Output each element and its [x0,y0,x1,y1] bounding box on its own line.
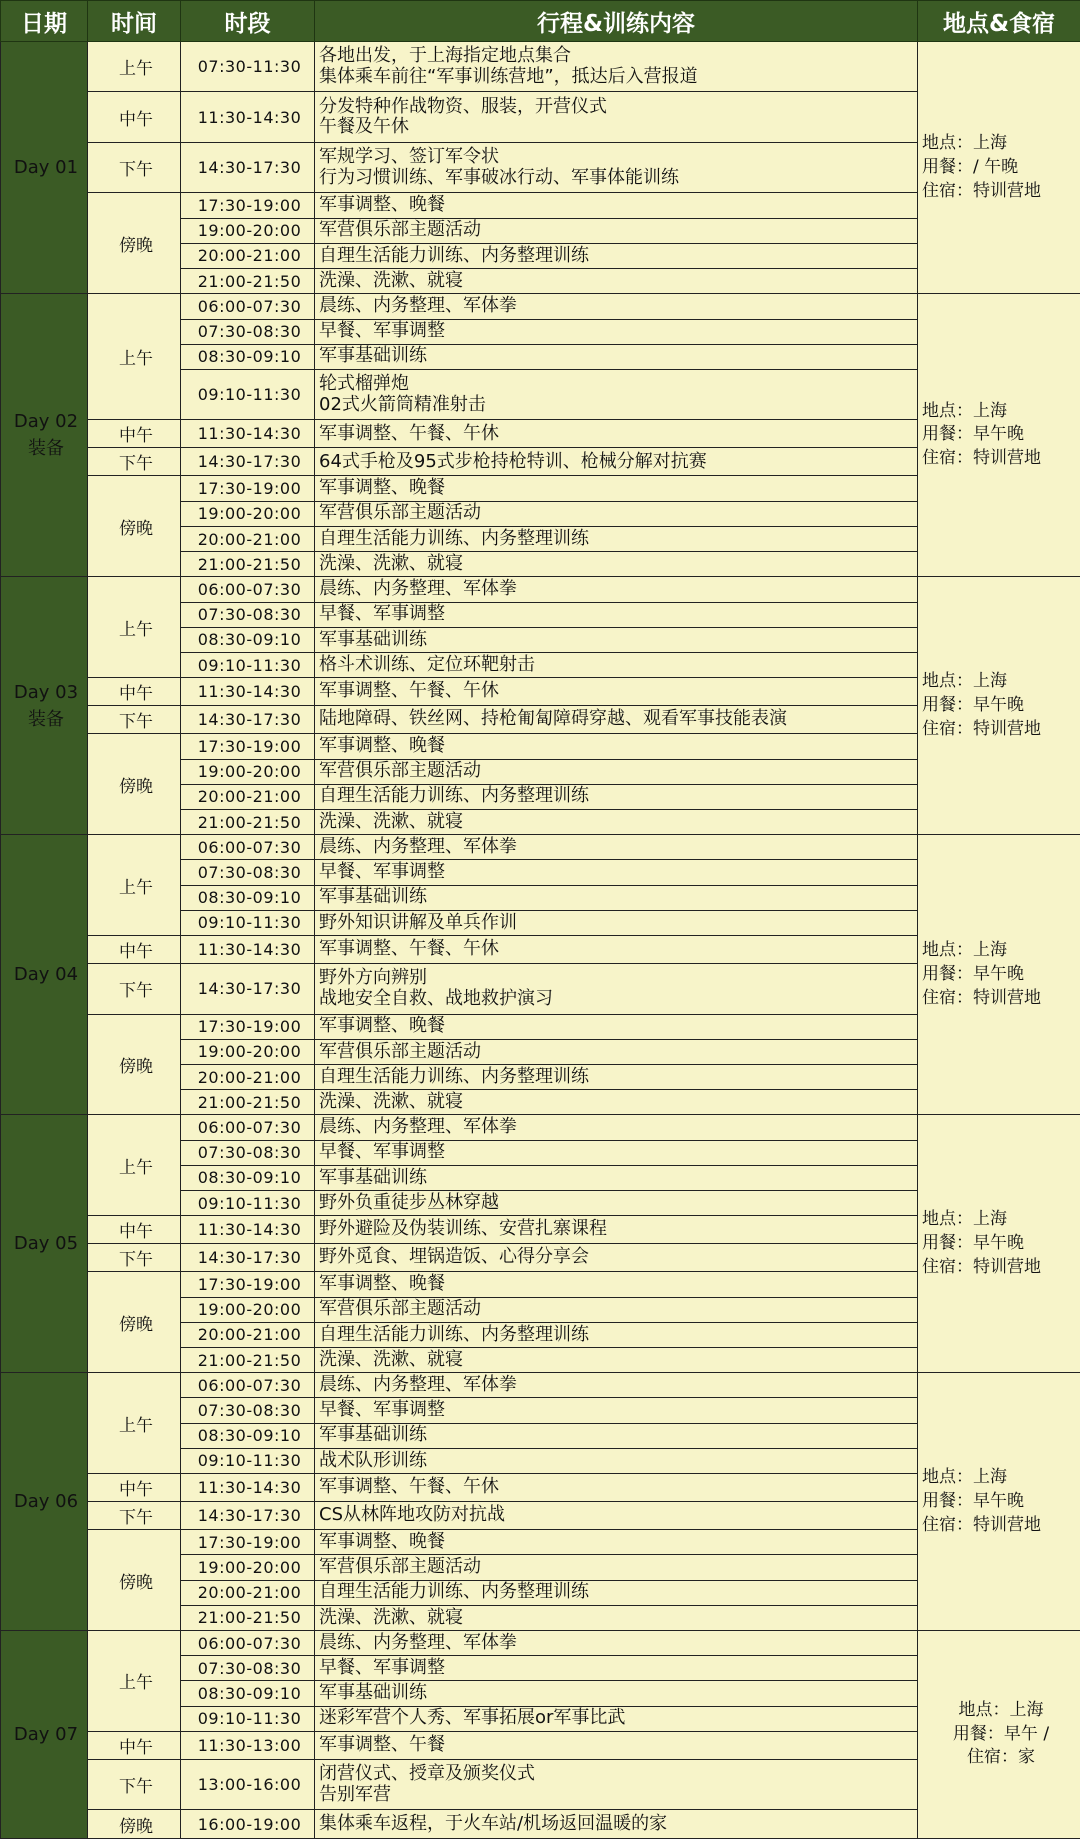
content-line: 军规学习、签订军令状 [319,145,499,167]
header-date: 日期 [1,1,88,42]
content-cell [315,319,918,344]
header-location: 地点&食宿 [918,1,1080,42]
content-cell [315,243,918,268]
location-line: 地点：上海 [922,132,1007,153]
content-cell [315,448,918,476]
location-line: 地点：上海 [922,1209,1007,1230]
period-cell: 傍晚 [88,1272,181,1373]
content-line: 野外知识讲解及单兵作训 [319,911,517,933]
time-cell: 08:30-09:10 [181,344,315,369]
schedule-row [1,835,1080,860]
time-cell: 14:30-17:30 [181,1244,315,1272]
period-cell: 下午 [88,448,181,476]
time-cell: 14:30-17:30 [181,448,315,476]
period-cell: 傍晚 [88,1014,181,1115]
content-line: 迷彩军营个人秀、军事拓展or军事比武 [319,1707,626,1729]
time-cell: 17:30-19:00 [181,476,315,501]
content-line: 行为习惯训练、军事破冰行动、军事体能训练 [319,166,679,188]
content-line: 战术队形训练 [319,1449,427,1471]
period-cell: 傍晚 [88,476,181,577]
location-cell [918,1115,1080,1373]
day-label: Day 06 [13,1491,79,1513]
period-cell: 傍晚 [88,1530,181,1631]
content-line: 早餐、军事调整 [319,1657,445,1679]
content-line: 早餐、军事调整 [319,1399,445,1421]
content-cell [315,1502,918,1530]
location-cell [918,1373,1080,1631]
content-cell [315,1631,918,1656]
content-cell [315,1090,918,1115]
time-cell: 07:30-08:30 [181,602,315,627]
day-cell [1,577,88,835]
content-cell [315,1165,918,1190]
schedule-row [1,1115,1080,1140]
content-line: 自理生活能力训练、内务整理训练 [319,1581,589,1603]
content-line: 军事调整、午餐、午休 [319,938,499,960]
content-line: 自理生活能力训练、内务整理训练 [319,1323,589,1345]
period-cell: 下午 [88,706,181,734]
time-cell: 20:00-21:00 [181,243,315,268]
time-cell: 08:30-09:10 [181,627,315,652]
day-label: Day 04 [13,964,79,986]
location-line: 地点：上海 [958,1699,1044,1720]
content-cell [315,1297,918,1322]
content-cell [315,42,918,92]
content-cell [315,193,918,218]
time-cell: 06:00-07:30 [181,1373,315,1398]
day-label: Day 01 [13,157,79,179]
content-cell [315,1115,918,1140]
time-cell: 07:30-08:30 [181,1140,315,1165]
content-cell [315,627,918,652]
content-cell [315,1373,918,1398]
time-cell: 21:00-21:50 [181,552,315,577]
location-line: 住宿：特训营地 [922,1256,1041,1277]
time-cell: 09:10-11:30 [181,910,315,935]
content-line: 军事基础训练 [319,886,427,908]
content-line: 早餐、军事调整 [319,1141,445,1163]
period-cell: 上午 [88,1373,181,1474]
content-cell [315,1322,918,1347]
content-cell [315,759,918,784]
content-line: 洗澡、洗漱、就寝 [319,1090,463,1112]
time-cell: 19:00-20:00 [181,1039,315,1064]
content-line: 洗澡、洗漱、就寝 [319,1606,463,1628]
period-cell: 中午 [88,1731,181,1759]
content-line: 军事调整、晚餐 [319,1530,445,1552]
location-line: 用餐：早午晚 [922,963,1024,984]
content-line: 军事基础训练 [319,628,427,650]
time-cell: 17:30-19:00 [181,1272,315,1297]
schedule-row [1,294,1080,319]
period-cell: 上午 [88,835,181,936]
content-cell [315,1555,918,1580]
day-cell [1,294,88,577]
time-cell: 06:00-07:30 [181,1631,315,1656]
location-line: 住宿：特训营地 [922,1514,1041,1535]
time-cell: 07:30-08:30 [181,860,315,885]
location-line: 用餐：早午 / [952,1723,1050,1744]
content-cell [315,501,918,526]
time-cell: 09:10-11:30 [181,1706,315,1731]
location-line: 用餐：早午晚 [922,1232,1024,1253]
location-line: 住宿：特训营地 [922,987,1041,1008]
location-line: 用餐：早午晚 [922,1490,1024,1511]
time-cell: 07:30-08:30 [181,319,315,344]
content-line: 集体乘车前往“军事训练营地”，抵达后入营报道 [319,65,698,87]
content-cell [315,1398,918,1423]
day-cell [1,1373,88,1631]
time-cell: 11:30-14:30 [181,92,315,142]
content-line: 早餐、军事调整 [319,320,445,342]
time-cell: 14:30-17:30 [181,142,315,192]
day-label: Day 03 [13,681,79,703]
content-cell [315,602,918,627]
content-line: 早餐、军事调整 [319,861,445,883]
content-cell [315,1681,918,1706]
time-cell: 17:30-19:00 [181,1014,315,1039]
day-sublabel: 装备 [28,438,64,460]
day-label: Day 07 [13,1724,79,1746]
content-cell [315,1423,918,1448]
time-cell: 11:30-14:30 [181,936,315,964]
time-cell: 19:00-20:00 [181,218,315,243]
location-line: 用餐：早午晚 [922,424,1024,445]
content-line: 分发特种作战物资、服装，开营仪式 [319,95,607,117]
content-cell [315,1731,918,1759]
content-line: 军事调整、晚餐 [319,477,445,499]
content-line: 军事调整、晚餐 [319,735,445,757]
location-line: 地点：上海 [922,671,1007,692]
content-cell [315,1244,918,1272]
content-cell [315,809,918,834]
time-cell: 11:30-14:30 [181,678,315,706]
content-cell [315,706,918,734]
content-line: 洗澡、洗漱、就寝 [319,1348,463,1370]
period-cell: 中午 [88,92,181,142]
content-cell [315,835,918,860]
content-cell [315,1216,918,1244]
time-cell: 19:00-20:00 [181,759,315,784]
content-cell [315,1140,918,1165]
content-line: 02式火箭筒精准射击 [319,393,486,415]
content-line: 军营俱乐部主题活动 [319,219,481,241]
content-line: 军事基础训练 [319,1166,427,1188]
content-cell [315,860,918,885]
time-cell: 11:30-14:30 [181,1216,315,1244]
period-cell: 上午 [88,42,181,92]
content-line: 早餐、军事调整 [319,603,445,625]
period-cell: 中午 [88,678,181,706]
content-line: 闭营仪式、授章及颁奖仪式 [319,1762,535,1784]
period-cell: 下午 [88,1502,181,1530]
content-line: 军营俱乐部主题活动 [319,760,481,782]
time-cell: 20:00-21:00 [181,1322,315,1347]
content-line: 军事调整、晚餐 [319,194,445,216]
time-cell: 21:00-21:50 [181,269,315,294]
content-line: 晨练、内务整理、军体拳 [319,835,517,857]
content-line: 各地出发，于上海指定地点集合 [319,45,571,67]
time-cell: 07:30-11:30 [181,42,315,92]
time-cell: 09:10-11:30 [181,1191,315,1216]
time-cell: 11:30-14:30 [181,1474,315,1502]
content-cell [315,577,918,602]
content-line: 轮式榴弹炮 [319,372,409,394]
content-line: 军营俱乐部主题活动 [319,502,481,524]
content-cell [315,784,918,809]
time-cell: 06:00-07:30 [181,577,315,602]
period-cell: 下午 [88,964,181,1014]
content-cell [315,294,918,319]
header-row [1,1,1080,42]
time-cell: 17:30-19:00 [181,734,315,759]
time-cell: 21:00-21:50 [181,1348,315,1373]
content-cell [315,1810,918,1839]
time-cell: 19:00-20:00 [181,1297,315,1322]
content-line: 格斗术训练、定位环靶射击 [319,653,535,675]
content-cell [315,1039,918,1064]
schedule-row [1,1373,1080,1398]
time-cell: 11:30-14:30 [181,420,315,448]
location-cell [918,42,1080,294]
day-cell [1,42,88,294]
time-cell: 20:00-21:00 [181,1064,315,1089]
content-cell [315,964,918,1014]
location-cell [918,835,1080,1115]
period-cell: 傍晚 [88,734,181,835]
time-cell: 20:00-21:00 [181,784,315,809]
time-cell: 08:30-09:10 [181,1165,315,1190]
time-cell: 09:10-11:30 [181,653,315,678]
content-cell [315,1474,918,1502]
content-line: 军事调整、午餐 [319,1734,445,1756]
location-line: 用餐：早午晚 [922,694,1024,715]
content-line: 军事调整、午餐、午休 [319,422,499,444]
day-sublabel: 装备 [28,708,64,730]
period-cell: 下午 [88,1759,181,1809]
location-line: 用餐：/ 午晚 [922,156,1019,177]
content-cell [315,910,918,935]
schedule-row [1,577,1080,602]
day-cell [1,1631,88,1839]
time-cell: 07:30-08:30 [181,1398,315,1423]
period-cell: 中午 [88,420,181,448]
period-cell: 上午 [88,1631,181,1732]
time-cell: 21:00-21:50 [181,809,315,834]
day-label: Day 02 [13,411,79,433]
content-line: 自理生活能力训练、内务整理训练 [319,244,589,266]
schedule-row [1,1631,1080,1656]
time-cell: 06:00-07:30 [181,1115,315,1140]
content-cell [315,1448,918,1473]
period-cell: 上午 [88,1115,181,1216]
location-line: 地点：上海 [922,940,1007,961]
time-cell: 20:00-21:00 [181,526,315,551]
content-cell [315,142,918,192]
content-line: 洗澡、洗漱、就寝 [319,810,463,832]
content-cell [315,1605,918,1630]
time-cell: 08:30-09:10 [181,1681,315,1706]
time-cell: 11:30-13:00 [181,1731,315,1759]
content-cell [315,1272,918,1297]
content-line: 野外负重徒步丛林穿越 [319,1191,499,1213]
time-cell: 06:00-07:30 [181,294,315,319]
content-line: 晨练、内务整理、军体拳 [319,295,517,317]
time-cell: 16:00-19:00 [181,1810,315,1839]
period-cell: 傍晚 [88,193,181,294]
content-cell [315,344,918,369]
location-cell [918,1631,1080,1839]
content-line: 晨练、内务整理、军体拳 [319,1631,517,1653]
time-cell: 07:30-08:30 [181,1656,315,1681]
period-cell: 中午 [88,1216,181,1244]
time-cell: 20:00-21:00 [181,1580,315,1605]
header-time: 时间 [88,1,181,42]
content-line: 野外方向辨别 [319,967,427,989]
content-line: 洗澡、洗漱、就寝 [319,552,463,574]
time-cell: 17:30-19:00 [181,193,315,218]
time-cell: 13:00-16:00 [181,1759,315,1809]
header-content: 行程&训练内容 [315,1,918,42]
content-cell [315,218,918,243]
day-label: Day 05 [13,1233,79,1255]
location-cell [918,294,1080,577]
content-line: 军事调整、午餐、午休 [319,680,499,702]
content-cell [315,1759,918,1809]
content-line: 晨练、内务整理、军体拳 [319,1373,517,1395]
location-line: 住宿：特训营地 [922,448,1041,469]
period-cell: 上午 [88,294,181,420]
content-line: 军事基础训练 [319,1682,427,1704]
content-cell [315,936,918,964]
time-cell: 21:00-21:50 [181,1605,315,1630]
content-line: 野外避险及伪装训练、安营扎寨课程 [319,1218,607,1240]
content-cell [315,92,918,142]
content-line: 洗澡、洗漱、就寝 [319,269,463,291]
content-line: 军营俱乐部主题活动 [319,1556,481,1578]
content-line: 自理生活能力训练、内务整理训练 [319,785,589,807]
time-cell: 14:30-17:30 [181,706,315,734]
content-cell [315,1191,918,1216]
content-line: 晨练、内务整理、军体拳 [319,578,517,600]
content-line: 告别军营 [319,1783,391,1805]
content-cell [315,678,918,706]
content-cell [315,1580,918,1605]
schedule-row [1,42,1080,92]
content-line: 晨练、内务整理、军体拳 [319,1116,517,1138]
period-cell: 上午 [88,577,181,678]
content-cell [315,653,918,678]
day-cell [1,835,88,1115]
time-cell: 19:00-20:00 [181,501,315,526]
location-line: 地点：上海 [922,1466,1007,1487]
period-cell: 下午 [88,142,181,192]
time-cell: 06:00-07:30 [181,835,315,860]
content-line: 战地安全自救、战地救护演习 [319,987,553,1009]
time-cell: 21:00-21:50 [181,1090,315,1115]
content-cell [315,1530,918,1555]
period-cell: 傍晚 [88,1810,181,1839]
content-cell [315,269,918,294]
content-line: 军营俱乐部主题活动 [319,1040,481,1062]
content-cell [315,1348,918,1373]
content-line: 军事调整、午餐、午休 [319,1476,499,1498]
content-cell [315,552,918,577]
content-cell [315,1064,918,1089]
time-cell: 14:30-17:30 [181,964,315,1014]
content-cell [315,476,918,501]
period-cell: 中午 [88,1474,181,1502]
day-cell [1,1115,88,1373]
time-cell: 19:00-20:00 [181,1555,315,1580]
content-cell [315,420,918,448]
content-cell [315,734,918,759]
time-cell: 08:30-09:10 [181,885,315,910]
location-line: 住宿：特训营地 [922,718,1041,739]
location-line: 住宿：特训营地 [922,180,1041,201]
content-line: 集体乘车返程，于火车站/机场返回温暖的家 [319,1812,668,1834]
content-cell [315,1706,918,1731]
header-slot: 时段 [181,1,315,42]
content-line: 军事基础训练 [319,345,427,367]
location-line: 地点：上海 [922,400,1007,421]
content-line: 陆地障碍、铁丝网、持枪匍匐障碍穿越、观看军事技能表演 [319,708,787,730]
content-cell [315,885,918,910]
content-line: 军事基础训练 [319,1424,427,1446]
period-cell: 下午 [88,1244,181,1272]
content-line: 午餐及午休 [319,116,409,138]
content-line: 野外觅食、埋锅造饭、心得分享会 [319,1246,589,1268]
content-line: 64式手枪及95式步枪持枪特训、枪械分解对抗赛 [319,450,707,472]
schedule-body [1,42,1080,1839]
content-line: 自理生活能力训练、内务整理训练 [319,1065,589,1087]
content-cell [315,526,918,551]
content-line: 军事调整、晚餐 [319,1273,445,1295]
content-line: CS从林阵地攻防对抗战 [319,1504,505,1526]
content-line: 自理生活能力训练、内务整理训练 [319,527,589,549]
period-cell: 中午 [88,936,181,964]
time-cell: 08:30-09:10 [181,1423,315,1448]
content-cell [315,1014,918,1039]
content-cell [315,1656,918,1681]
time-cell: 14:30-17:30 [181,1502,315,1530]
content-line: 军事调整、晚餐 [319,1015,445,1037]
time-cell: 09:10-11:30 [181,369,315,419]
time-cell: 09:10-11:30 [181,1448,315,1473]
time-cell: 17:30-19:00 [181,1530,315,1555]
content-line: 军营俱乐部主题活动 [319,1298,481,1320]
content-cell [315,369,918,419]
location-line: 住宿：家 [967,1747,1035,1768]
location-cell [918,577,1080,835]
